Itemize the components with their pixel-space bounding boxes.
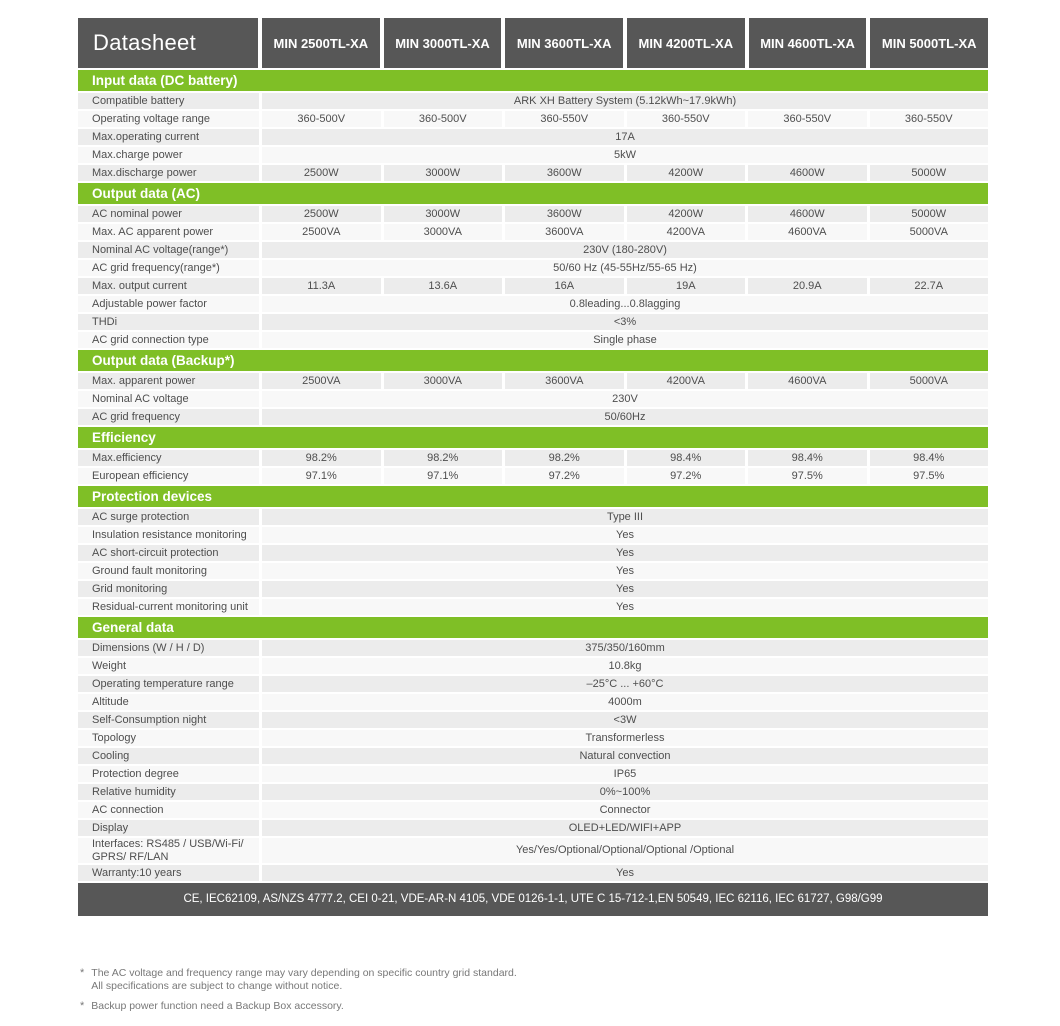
row-span-value: 50/60 Hz (45-55Hz/55-65 Hz) <box>262 260 988 276</box>
row-label: Weight <box>78 658 259 674</box>
row-span-value: 4000m <box>262 694 988 710</box>
row-span-value: Yes <box>262 527 988 543</box>
footnote-text <box>91 1000 344 1014</box>
section-header: Output data (Backup*) <box>78 350 988 371</box>
row-span-value: Natural convection <box>262 748 988 764</box>
row-span-value: 0.8leading...0.8lagging <box>262 296 988 312</box>
spec-row <box>78 527 988 543</box>
spec-row <box>78 468 988 484</box>
row-label: Max.discharge power <box>78 165 259 181</box>
row-span-value: <3W <box>262 712 988 728</box>
row-value: 360-550V <box>748 111 867 127</box>
row-value: 98.2% <box>384 450 503 466</box>
footnote-marker: * <box>80 1000 85 1013</box>
spec-row <box>78 391 988 407</box>
row-value: 4200W <box>627 206 746 222</box>
spec-row <box>78 224 988 240</box>
spec-row <box>78 640 988 656</box>
row-value: 4600VA <box>748 224 867 240</box>
spec-row <box>78 509 988 525</box>
row-value: 97.2% <box>627 468 746 484</box>
row-label: Dimensions (W / H / D) <box>78 640 259 656</box>
spec-row <box>78 373 988 389</box>
footnote-text <box>91 967 517 993</box>
column-header: MIN 2500TL-XA <box>262 18 380 68</box>
spec-row <box>78 129 988 145</box>
row-value: 3600W <box>505 206 624 222</box>
row-value: 97.1% <box>384 468 503 484</box>
row-label: Display <box>78 820 259 836</box>
datasheet-title: Datasheet <box>78 18 258 68</box>
section-header: Efficiency <box>78 427 988 448</box>
row-label: Warranty:10 years <box>78 865 259 881</box>
row-label: Max.efficiency <box>78 450 259 466</box>
row-span-value: 5kW <box>262 147 988 163</box>
row-value: 5000W <box>870 206 989 222</box>
spec-row <box>78 658 988 674</box>
row-value: 2500W <box>262 165 381 181</box>
column-header: MIN 3000TL-XA <box>384 18 502 68</box>
row-value: 22.7A <box>870 278 989 294</box>
spec-row <box>78 332 988 348</box>
row-value: 5000W <box>870 165 989 181</box>
row-span-value: Connector <box>262 802 988 818</box>
row-span-value: Yes/Yes/Optional/Optional/Optional /Optional <box>262 838 988 863</box>
spec-row <box>78 314 988 330</box>
row-value: 3000VA <box>384 373 503 389</box>
spec-row <box>78 278 988 294</box>
row-span-value: IP65 <box>262 766 988 782</box>
row-label: Relative humidity <box>78 784 259 800</box>
row-value: 97.5% <box>870 468 989 484</box>
spec-row <box>78 93 988 109</box>
spec-row <box>78 111 988 127</box>
row-value: 360-500V <box>262 111 381 127</box>
spec-row <box>78 147 988 163</box>
row-label: Max. AC apparent power <box>78 224 259 240</box>
row-value: 5000VA <box>870 224 989 240</box>
row-label: Cooling <box>78 748 259 764</box>
spec-row <box>78 165 988 181</box>
row-value: 11.3A <box>262 278 381 294</box>
footnote-line: The AC voltage and frequency range may vary depending on specific country grid standard. <box>91 967 517 979</box>
row-value: 16A <box>505 278 624 294</box>
row-label: Max.operating current <box>78 129 259 145</box>
row-span-value: 10.8kg <box>262 658 988 674</box>
spec-row <box>78 865 988 881</box>
row-label: Operating temperature range <box>78 676 259 692</box>
row-value: 5000VA <box>870 373 989 389</box>
row-value: 2500VA <box>262 224 381 240</box>
row-value: 4600W <box>748 206 867 222</box>
table-body <box>78 70 988 881</box>
row-value: 360-550V <box>505 111 624 127</box>
spec-row <box>78 450 988 466</box>
row-label: AC grid frequency <box>78 409 259 425</box>
row-span-value: OLED+LED/WIFI+APP <box>262 820 988 836</box>
spec-row <box>78 784 988 800</box>
row-value: 98.4% <box>870 450 989 466</box>
row-span-value: 230V <box>262 391 988 407</box>
spec-row <box>78 820 988 836</box>
row-label: European efficiency <box>78 468 259 484</box>
row-label: AC grid frequency(range*) <box>78 260 259 276</box>
row-span-value: Yes <box>262 563 988 579</box>
row-label: Ground fault monitoring <box>78 563 259 579</box>
row-span-value: Single phase <box>262 332 988 348</box>
row-label: Adjustable power factor <box>78 296 259 312</box>
row-value: 360-550V <box>870 111 989 127</box>
row-span-value: 0%~100% <box>262 784 988 800</box>
row-label: Max. output current <box>78 278 259 294</box>
row-span-value: Yes <box>262 865 988 881</box>
row-value: 3000W <box>384 165 503 181</box>
row-label: Insulation resistance monitoring <box>78 527 259 543</box>
row-label: AC short-circuit protection <box>78 545 259 561</box>
spec-row <box>78 730 988 746</box>
spec-row <box>78 766 988 782</box>
row-label: Max. apparent power <box>78 373 259 389</box>
row-span-value: ARK XH Battery System (5.12kWh~17.9kWh) <box>262 93 988 109</box>
row-span-value: 50/60Hz <box>262 409 988 425</box>
row-value: 98.4% <box>748 450 867 466</box>
spec-row <box>78 581 988 597</box>
spec-row <box>78 206 988 222</box>
row-label: Compatible battery <box>78 93 259 109</box>
row-value: 97.2% <box>505 468 624 484</box>
row-label: Altitude <box>78 694 259 710</box>
spec-row <box>78 599 988 615</box>
row-value: 97.1% <box>262 468 381 484</box>
row-value: 2500W <box>262 206 381 222</box>
row-value: 360-500V <box>384 111 503 127</box>
row-span-value: Yes <box>262 581 988 597</box>
row-value: 4200VA <box>627 373 746 389</box>
spec-row <box>78 296 988 312</box>
row-value: 360-550V <box>627 111 746 127</box>
row-label: AC connection <box>78 802 259 818</box>
row-span-value: Yes <box>262 599 988 615</box>
section-header: Input data (DC battery) <box>78 70 988 91</box>
certifications-bar: CE, IEC62109, AS/NZS 4777.2, CEI 0-21, VDE-AR-N 4105, VDE 0126-1-1, UTE C 15-712-1,EN 50549, IEC 62116, IEC 61727, G98/G99 <box>78 883 988 916</box>
row-span-value: Type III <box>262 509 988 525</box>
row-span-value: 17A <box>262 129 988 145</box>
spec-row <box>78 563 988 579</box>
spec-row <box>78 676 988 692</box>
row-label: Nominal AC voltage(range*) <box>78 242 259 258</box>
row-span-value: <3% <box>262 314 988 330</box>
column-header: MIN 5000TL-XA <box>870 18 988 68</box>
footnote-marker: * <box>80 967 85 979</box>
row-value: 3600VA <box>505 224 624 240</box>
row-value: 4600VA <box>748 373 867 389</box>
row-span-value: Yes <box>262 545 988 561</box>
row-span-value: Transformerless <box>262 730 988 746</box>
footnote-line: All specifications are subject to change without notice. <box>91 980 343 993</box>
spec-row <box>78 712 988 728</box>
row-value: 3600VA <box>505 373 624 389</box>
row-label: Topology <box>78 730 259 746</box>
row-value: 3600W <box>505 165 624 181</box>
row-label: AC nominal power <box>78 206 259 222</box>
row-label: Protection degree <box>78 766 259 782</box>
row-value: 97.5% <box>748 468 867 484</box>
column-header: MIN 4600TL-XA <box>749 18 867 68</box>
table-header <box>78 18 988 68</box>
row-value: 4200VA <box>627 224 746 240</box>
row-label: Grid monitoring <box>78 581 259 597</box>
row-label: AC surge protection <box>78 509 259 525</box>
spec-row <box>78 802 988 818</box>
footnote <box>80 967 990 993</box>
footnote-line: Backup power function need a Backup Box accessory. <box>91 1000 344 1013</box>
spec-row <box>78 838 988 863</box>
spec-row <box>78 260 988 276</box>
row-value: 13.6A <box>384 278 503 294</box>
row-value: 98.2% <box>262 450 381 466</box>
row-value: 3000W <box>384 206 503 222</box>
spec-row <box>78 694 988 710</box>
column-header: MIN 4200TL-XA <box>627 18 745 68</box>
row-label: Interfaces: RS485 / USB/Wi-Fi/ GPRS/ RF/LAN <box>78 838 259 863</box>
row-value: 98.4% <box>627 450 746 466</box>
row-label: Max.charge power <box>78 147 259 163</box>
spec-row <box>78 409 988 425</box>
spec-row <box>78 545 988 561</box>
row-label: Self-Consumption night <box>78 712 259 728</box>
row-label: THDi <box>78 314 259 330</box>
row-label: Residual-current monitoring unit <box>78 599 259 615</box>
row-span-value: –25°C ... +60°C <box>262 676 988 692</box>
section-header: Protection devices <box>78 486 988 507</box>
row-span-value: 230V (180-280V) <box>262 242 988 258</box>
spec-row <box>78 748 988 764</box>
footnotes <box>78 967 990 1021</box>
row-value: 19A <box>627 278 746 294</box>
section-header: General data <box>78 617 988 638</box>
row-value: 2500VA <box>262 373 381 389</box>
row-label: AC grid connection type <box>78 332 259 348</box>
row-span-value: 375/350/160mm <box>262 640 988 656</box>
row-value: 3000VA <box>384 224 503 240</box>
spec-table <box>78 18 988 916</box>
row-label: Nominal AC voltage <box>78 391 259 407</box>
footnote <box>80 1000 990 1014</box>
row-label: Operating voltage range <box>78 111 259 127</box>
row-value: 4600W <box>748 165 867 181</box>
row-value: 20.9A <box>748 278 867 294</box>
row-value: 98.2% <box>505 450 624 466</box>
spec-row <box>78 242 988 258</box>
section-header: Output data (AC) <box>78 183 988 204</box>
row-value: 4200W <box>627 165 746 181</box>
column-header: MIN 3600TL-XA <box>505 18 623 68</box>
